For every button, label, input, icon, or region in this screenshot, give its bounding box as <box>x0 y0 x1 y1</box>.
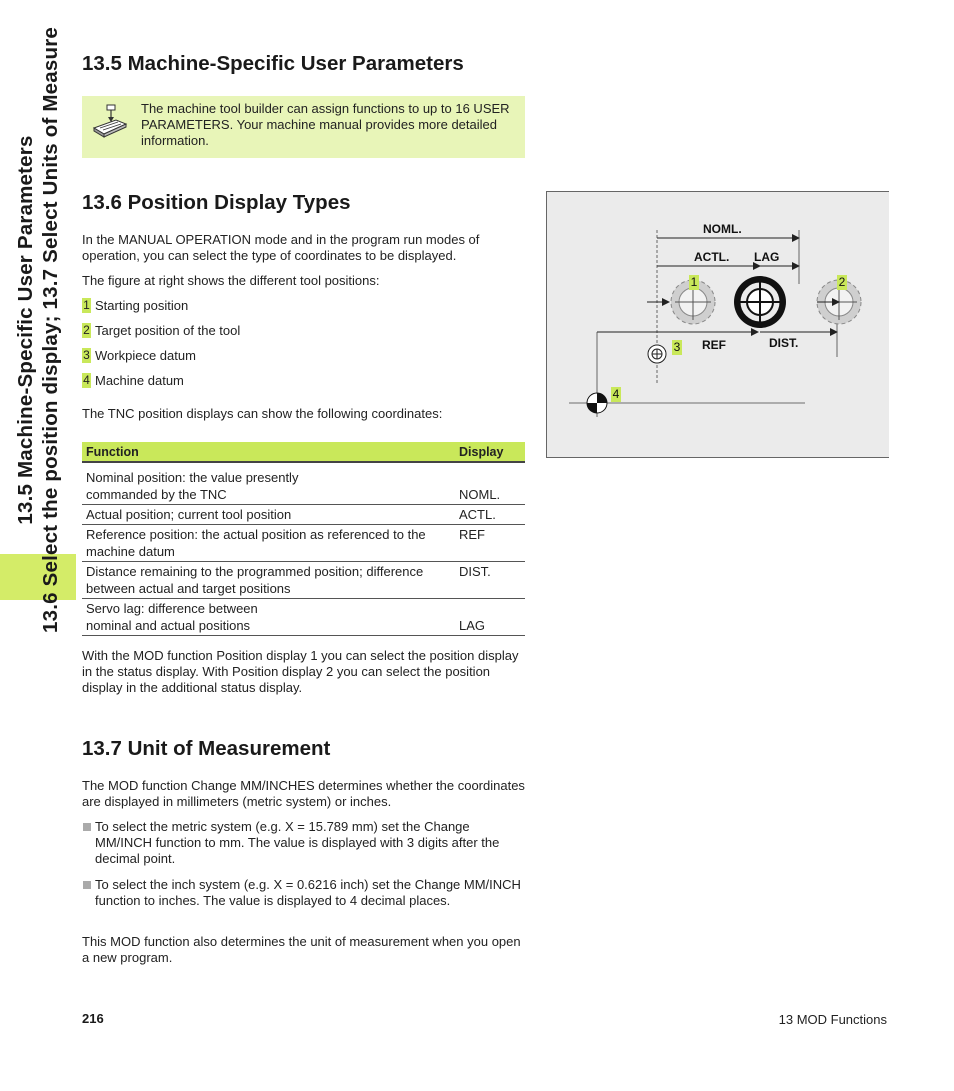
figure-num-4: 4 <box>612 387 620 401</box>
table-row <box>82 505 525 525</box>
note-box <box>82 96 525 158</box>
position-display-table <box>82 442 525 636</box>
section-13-6-title: 13.6 Position Display Types <box>82 191 351 214</box>
legend-num-1: 1 <box>83 298 90 312</box>
legend-num-4: 4 <box>83 373 90 387</box>
section-13-5-title: 13.5 Machine-Specific User Parameters <box>82 52 464 75</box>
side-tab-title <box>13 20 63 640</box>
table-cell-function: Reference position: the actual position as referenced to the machine datum <box>82 525 455 562</box>
table-cell-display: NOML. <box>455 462 525 505</box>
cutter-actual <box>734 276 786 328</box>
table-row <box>82 525 525 562</box>
bullet-text: To select the metric system (e.g. X = 15.789 mm) set the Change MM/INCH function to mm. The value is displayed with 3 digits after the decimal point. <box>95 819 500 866</box>
coords-intro: The TNC position displays can show the following coordinates: <box>82 406 443 421</box>
legend-text-4: Machine datum <box>95 373 184 388</box>
bullet-square-icon <box>83 823 91 831</box>
table-cell-display: ACTL. <box>455 505 525 525</box>
figure-intro: The figure at right shows the different tool positions: <box>82 273 380 288</box>
table-row <box>82 599 525 636</box>
table-cell-display: DIST. <box>455 562 525 599</box>
page-number: 216 <box>82 1011 104 1026</box>
legend-item-3 <box>82 348 196 364</box>
bullet-text: To select the inch system (e.g. X = 0.6216 inch) set the Change MM/INCH function to inches. The value is displayed to 4 decimal places. <box>95 877 521 908</box>
mod-position-text: With the MOD function Position display 1 you can select the position display in the status display. With Position display 2 you can select the position display in the additional status display. <box>82 648 519 695</box>
position-figure <box>546 191 889 458</box>
side-tab-line-2: 13.6 Select the position display; 13.7 Select Units of Measure <box>39 27 62 633</box>
legend-text-2: Target position of the tool <box>95 323 241 338</box>
table-cell-display: REF <box>455 525 525 562</box>
figure-num-2: 2 <box>838 275 846 289</box>
workpiece-datum-symbol <box>648 345 666 363</box>
list-item <box>82 819 527 867</box>
table-row <box>82 462 525 505</box>
table-cell-function: Actual position; current tool position <box>82 505 455 525</box>
label-ref: REF <box>702 338 726 352</box>
table-header-display: Display <box>455 442 525 462</box>
machine-datum-symbol <box>587 393 607 413</box>
legend-item-4 <box>82 373 184 389</box>
side-tab-line-1: 13.5 Machine-Specific User Parameters <box>14 135 37 525</box>
section-13-6-intro: In the MANUAL OPERATION mode and in the program run modes of operation, you can select the type of coordinates to be displayed. <box>82 232 480 263</box>
bullet-square-icon <box>83 881 91 889</box>
legend-num-2: 2 <box>83 323 90 337</box>
figure-num-3: 3 <box>673 340 681 354</box>
figure-num-1: 1 <box>690 275 698 289</box>
legend-text-1: Starting position <box>95 298 189 313</box>
table-header-row <box>82 442 525 462</box>
table-cell-function: Distance remaining to the programmed position; difference between actual and target positions <box>82 562 455 599</box>
note-text: The machine tool builder can assign functions to up to 16 USER PARAMETERS. Your machine manual provides more detailed information. <box>141 101 510 148</box>
label-lag: LAG <box>754 250 780 264</box>
section-13-7-intro: The MOD function Change MM/INCHES determines whether the coordinates are displayed in millimeters (metric system) or inches. <box>82 778 525 809</box>
table-header-function: Function <box>82 442 455 462</box>
list-item <box>82 877 527 909</box>
table-cell-function: Servo lag: difference between nominal and actual positions <box>82 599 455 636</box>
table-cell-function: Nominal position: the value presently commanded by the TNC <box>82 462 455 505</box>
table-row <box>82 562 525 599</box>
legend-num-3: 3 <box>83 348 90 362</box>
chapter-title: 13 MOD Functions <box>778 1012 887 1027</box>
legend-item-1 <box>82 298 188 314</box>
section-13-7-closing: This MOD function also determines the unit of measurement when you open a new program. <box>82 934 521 965</box>
legend-text-3: Workpiece datum <box>95 348 196 363</box>
label-dist: DIST. <box>769 336 799 350</box>
legend-item-2 <box>82 323 240 339</box>
machine-tool-icon <box>92 104 128 138</box>
label-actl: ACTL. <box>694 250 730 264</box>
section-13-7-title: 13.7 Unit of Measurement <box>82 737 331 760</box>
label-noml: NOML. <box>703 222 742 236</box>
table-cell-display: LAG <box>455 599 525 636</box>
